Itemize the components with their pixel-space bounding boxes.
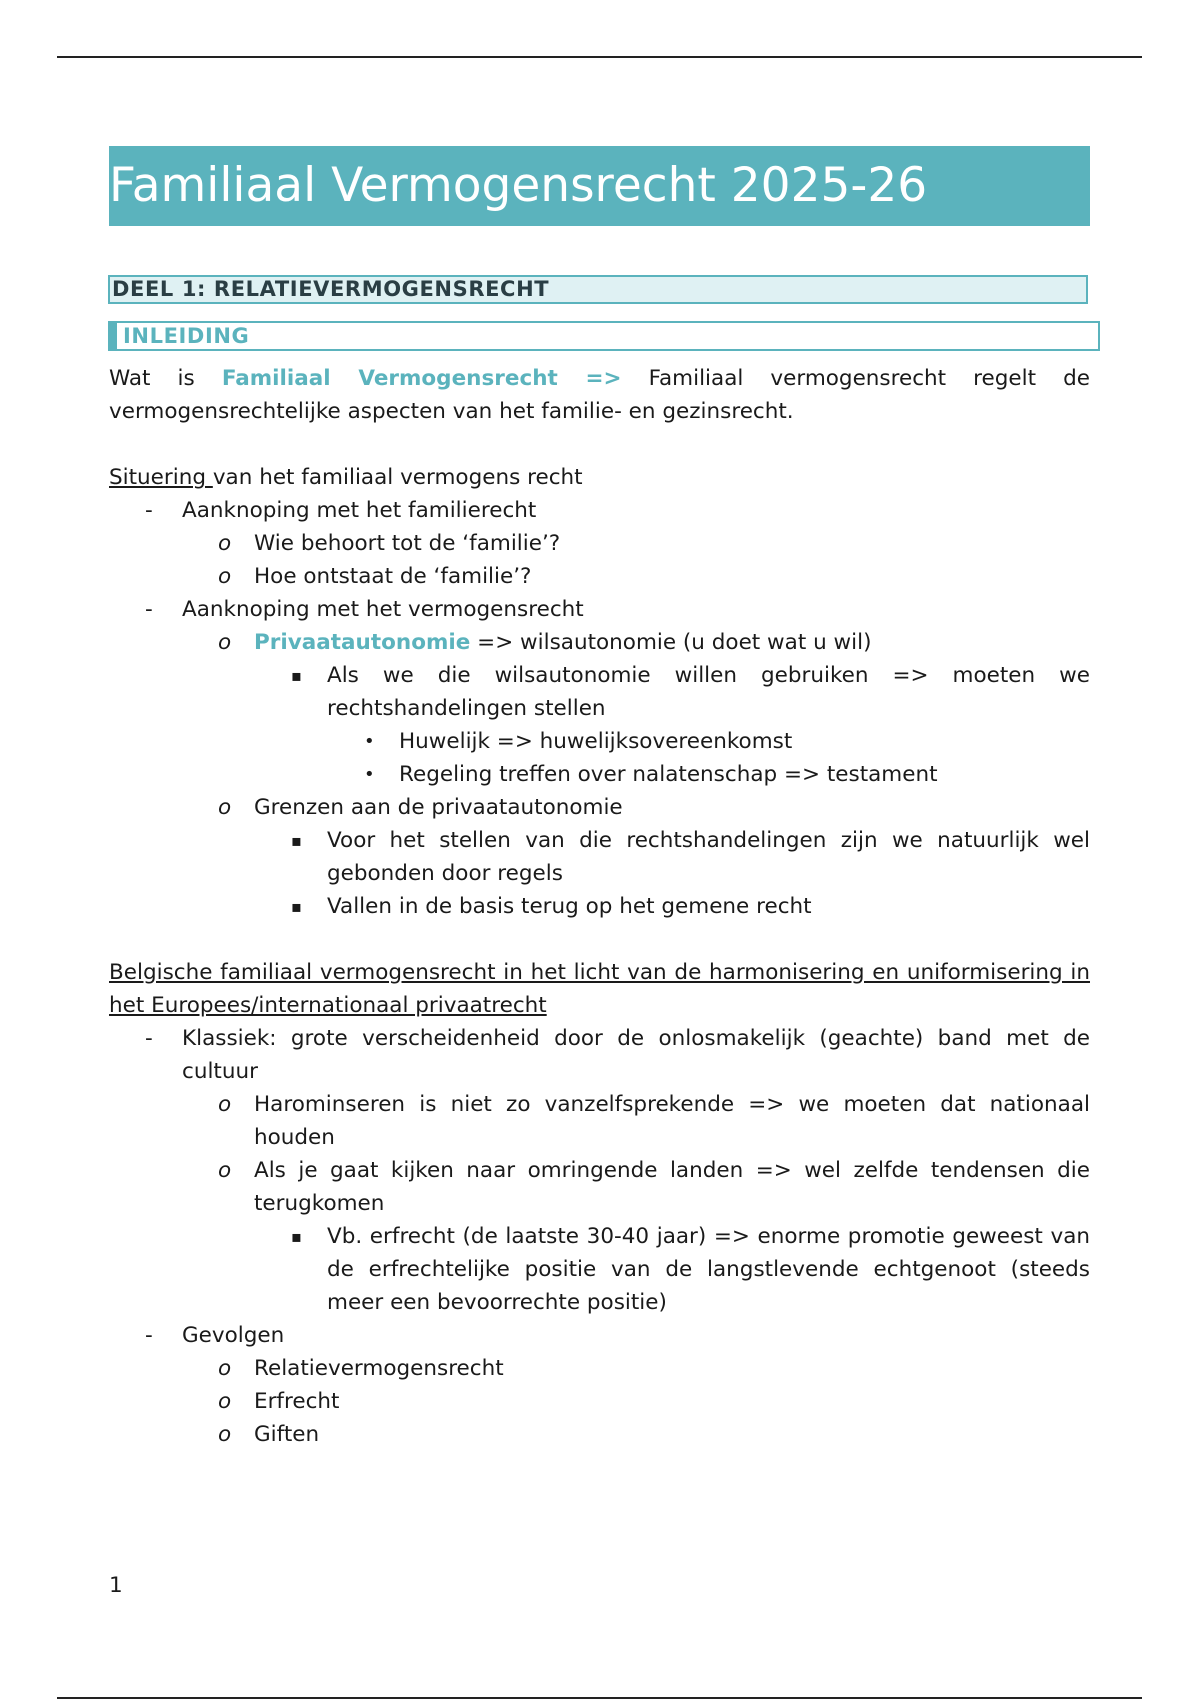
circle-bullet: o xyxy=(218,564,232,589)
header-rule xyxy=(57,56,1142,58)
list-item xyxy=(109,527,1090,560)
circle-bullet: o xyxy=(218,1158,232,1183)
list-item xyxy=(109,890,1090,923)
list-item xyxy=(109,494,1090,527)
part-heading: DEEL 1: RELATIEVERMOGENSRECHT xyxy=(108,275,1088,304)
list-item xyxy=(109,659,1090,725)
circle-bullet: o xyxy=(218,1422,232,1447)
list-item-text: Aanknoping met het familierecht xyxy=(182,498,537,523)
list-item-text: Aanknoping met het vermogensrecht xyxy=(182,597,584,622)
list-item xyxy=(109,1319,1090,1352)
list-item xyxy=(109,824,1090,890)
square-bullet: ▪ xyxy=(291,666,302,685)
list-item-text: => wilsautonomie (u doet wat u wil) xyxy=(470,630,872,655)
spacer xyxy=(109,428,1090,461)
footer-rule xyxy=(57,1697,1142,1699)
list-item-text: Vb. erfrecht (de laatste 30-40 jaar) => enorme promotie geweest van de erfrechtelijke positie van de langstlevende echtgenoot (steeds meer een bevoorrechte positie) xyxy=(327,1224,1090,1315)
intro-lead: Wat is xyxy=(109,366,222,391)
list-item xyxy=(109,626,1090,659)
document-body xyxy=(109,362,1090,1451)
list-item-text: Vallen in de basis terug op het gemene recht xyxy=(327,894,812,919)
situering-heading-underlined: Situering xyxy=(109,465,213,490)
list-item xyxy=(109,1088,1090,1154)
list-item-text: Klassiek: grote verscheidenheid door de onlosmakelijk (geachte) band met de cultuur xyxy=(182,1026,1090,1084)
circle-bullet: o xyxy=(218,630,232,655)
list-item-text: Relatievermogensrecht xyxy=(254,1356,504,1381)
privaatautonomie-term: Privaatautonomie xyxy=(254,630,471,655)
dash-bullet: - xyxy=(145,1026,153,1051)
list-item-text: Als we die wilsautonomie willen gebruiken => moeten we rechtshandelingen stellen xyxy=(327,663,1090,721)
list-item-text: Wie behoort tot de ‘familie’? xyxy=(254,531,561,556)
belgische-heading: Belgische familiaal vermogensrecht in het licht van de harmonisering en uniformisering in het Europees/internationaal privaatrecht xyxy=(109,960,1090,1018)
list-item xyxy=(109,1418,1090,1451)
circle-bullet: o xyxy=(218,1389,232,1414)
list-item-text: Als je gaat kijken naar omringende landen => wel zelfde tendensen die terugkomen xyxy=(254,1158,1090,1216)
list-item-text: Giften xyxy=(254,1422,320,1447)
list-item xyxy=(109,1385,1090,1418)
document-title: Familiaal Vermogensrecht 2025-26 xyxy=(109,146,1090,226)
dash-bullet: - xyxy=(145,498,153,523)
spacer xyxy=(109,923,1090,956)
intro-term: Familiaal Vermogensrecht => xyxy=(221,366,622,391)
list-item xyxy=(109,725,1090,758)
list-item-text: Hoe ontstaat de ‘familie’? xyxy=(254,564,532,589)
list-item-text: Harominseren is niet zo vanzelfsprekende => we moeten dat nationaal houden xyxy=(254,1092,1090,1150)
square-bullet: ▪ xyxy=(291,897,302,916)
dash-bullet: - xyxy=(145,1323,153,1348)
intro-paragraph xyxy=(109,362,1090,428)
list-item xyxy=(109,758,1090,791)
list-item-text: Grenzen aan de privaatautonomie xyxy=(254,795,623,820)
situering-heading xyxy=(109,461,1090,494)
intro-rest: Familiaal vermogensrecht regelt de vermogensrechtelijke aspecten van het familie- en gezinsrecht. xyxy=(109,366,1090,424)
dot-bullet: • xyxy=(364,764,375,785)
list-item xyxy=(109,1352,1090,1385)
page-number: 1 xyxy=(109,1573,123,1598)
list-item-text: Erfrecht xyxy=(254,1389,340,1414)
section-heading: INLEIDING xyxy=(108,321,1100,351)
square-bullet: ▪ xyxy=(291,831,302,850)
list-item xyxy=(109,1220,1090,1319)
square-bullet: ▪ xyxy=(291,1227,302,1246)
list-item-text: Gevolgen xyxy=(182,1323,285,1348)
circle-bullet: o xyxy=(218,531,232,556)
list-item xyxy=(109,1154,1090,1220)
dash-bullet: - xyxy=(145,597,153,622)
list-item xyxy=(109,560,1090,593)
list-item-text: Regeling treffen over nalatenschap => testament xyxy=(399,762,938,787)
list-item-text: Voor het stellen van die rechtshandelingen zijn we natuurlijk wel gebonden door regels xyxy=(327,828,1090,886)
situering-heading-rest: van het familiaal vermogens recht xyxy=(212,465,583,490)
list-item xyxy=(109,1022,1090,1088)
circle-bullet: o xyxy=(218,795,232,820)
list-item-text: Huwelijk => huwelijksovereenkomst xyxy=(399,729,793,754)
dot-bullet: • xyxy=(364,731,375,752)
list-item xyxy=(109,791,1090,824)
list-item xyxy=(109,593,1090,626)
circle-bullet: o xyxy=(218,1092,232,1117)
circle-bullet: o xyxy=(218,1356,232,1381)
